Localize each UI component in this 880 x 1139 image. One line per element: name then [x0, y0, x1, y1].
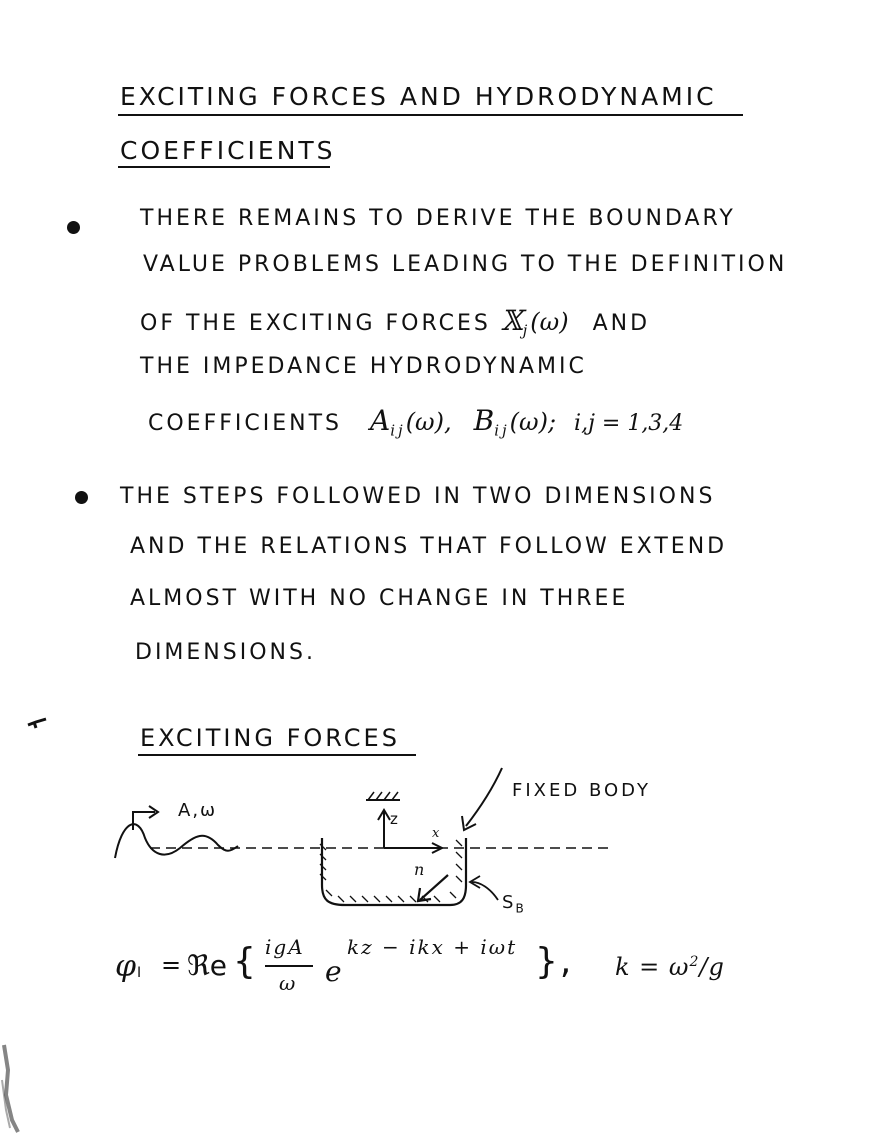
right-brace: },	[535, 941, 574, 982]
incident-potential-formula	[115, 935, 755, 1025]
surface-label	[502, 892, 526, 916]
fraction-bar	[265, 965, 313, 967]
bullet2-line2: AND THE RELATIONS THAT FOLLOW EXTEND	[130, 534, 728, 559]
coeff-A-sub: ij	[390, 421, 406, 440]
bullet2-line3: ALMOST WITH NO CHANGE IN THREE	[130, 586, 629, 611]
bullet2-line4: DIMENSIONS.	[135, 640, 316, 665]
left-brace: {	[233, 941, 258, 982]
exciting-force-symbol: 𝕏	[500, 304, 523, 337]
coeff-A: A	[370, 404, 391, 437]
wave-arrow-shaft	[133, 812, 155, 830]
exciting-force-arg: (ω)	[530, 308, 569, 336]
bullet2-line1: THE STEPS FOLLOWED IN TWO DIMENSIONS	[120, 484, 716, 509]
normal-label: n	[414, 860, 427, 879]
exciting-force-sub: j	[522, 321, 531, 340]
k-relation-lhs: k = ω	[615, 953, 690, 981]
fraction-denominator: ω	[279, 971, 298, 995]
real-part-symbol: ℜe	[187, 949, 228, 982]
surface-label-s: S	[502, 892, 516, 913]
exp-exponent: kz − ikx + iωt	[347, 935, 518, 959]
k-relation-div: /g	[699, 953, 725, 981]
bullet1-line3	[140, 304, 650, 339]
stray-ink-mark	[26, 716, 50, 732]
fixed-body-pointer	[466, 768, 502, 826]
exp-base: e	[325, 955, 344, 988]
page-title-line2: COEFFICIENTS	[120, 136, 336, 165]
and-word: AND	[592, 311, 651, 336]
fixed-body-diagram	[100, 760, 660, 920]
coeff-B-arg: (ω);	[509, 408, 557, 436]
phi-sub: I	[137, 965, 144, 981]
coeff-B: B	[473, 404, 495, 437]
fraction-numerator: igA	[265, 935, 305, 959]
x-axis-label: x	[432, 826, 442, 841]
page-title-line1: EXCITING FORCES AND HYDRODYNAMIC	[120, 82, 717, 111]
bullet1-line4: THE IMPEDANCE HYDRODYNAMIC	[140, 354, 587, 379]
fixed-body-label: FIXED BODY	[512, 780, 652, 801]
title-underline-1	[118, 114, 743, 116]
equals-sign: =	[161, 951, 184, 979]
title-underline-2	[118, 166, 330, 168]
surface-label-sub: B	[515, 901, 526, 916]
section-heading-underline	[138, 754, 416, 756]
bullet1-line5-text: COEFFICIENTS	[148, 411, 342, 436]
coeff-B-sub: ij	[494, 421, 510, 440]
bullet1-line2: VALUE PROBLEMS LEADING TO THE DEFINITION	[143, 252, 788, 277]
coeff-indices: i,j = 1,3,4	[574, 411, 684, 436]
bullet-dot-1	[67, 221, 80, 234]
bullet1-line5	[148, 404, 683, 439]
k-relation	[615, 953, 725, 981]
scan-smudge	[0, 1040, 22, 1135]
support-hatch	[368, 792, 398, 800]
z-axis-label: z	[390, 810, 400, 828]
wave-label: A,ω	[178, 800, 218, 821]
k-relation-sq: 2	[689, 954, 700, 970]
coeff-A-arg: (ω),	[405, 408, 452, 436]
bullet1-line3-text: OF THE EXCITING FORCES	[140, 311, 491, 336]
bullet-dot-2	[75, 491, 88, 504]
phi-symbol: φ	[115, 949, 137, 984]
section-heading: EXCITING FORCES	[140, 724, 400, 752]
bullet1-line1: THERE REMAINS TO DERIVE THE BOUNDARY	[140, 206, 736, 231]
